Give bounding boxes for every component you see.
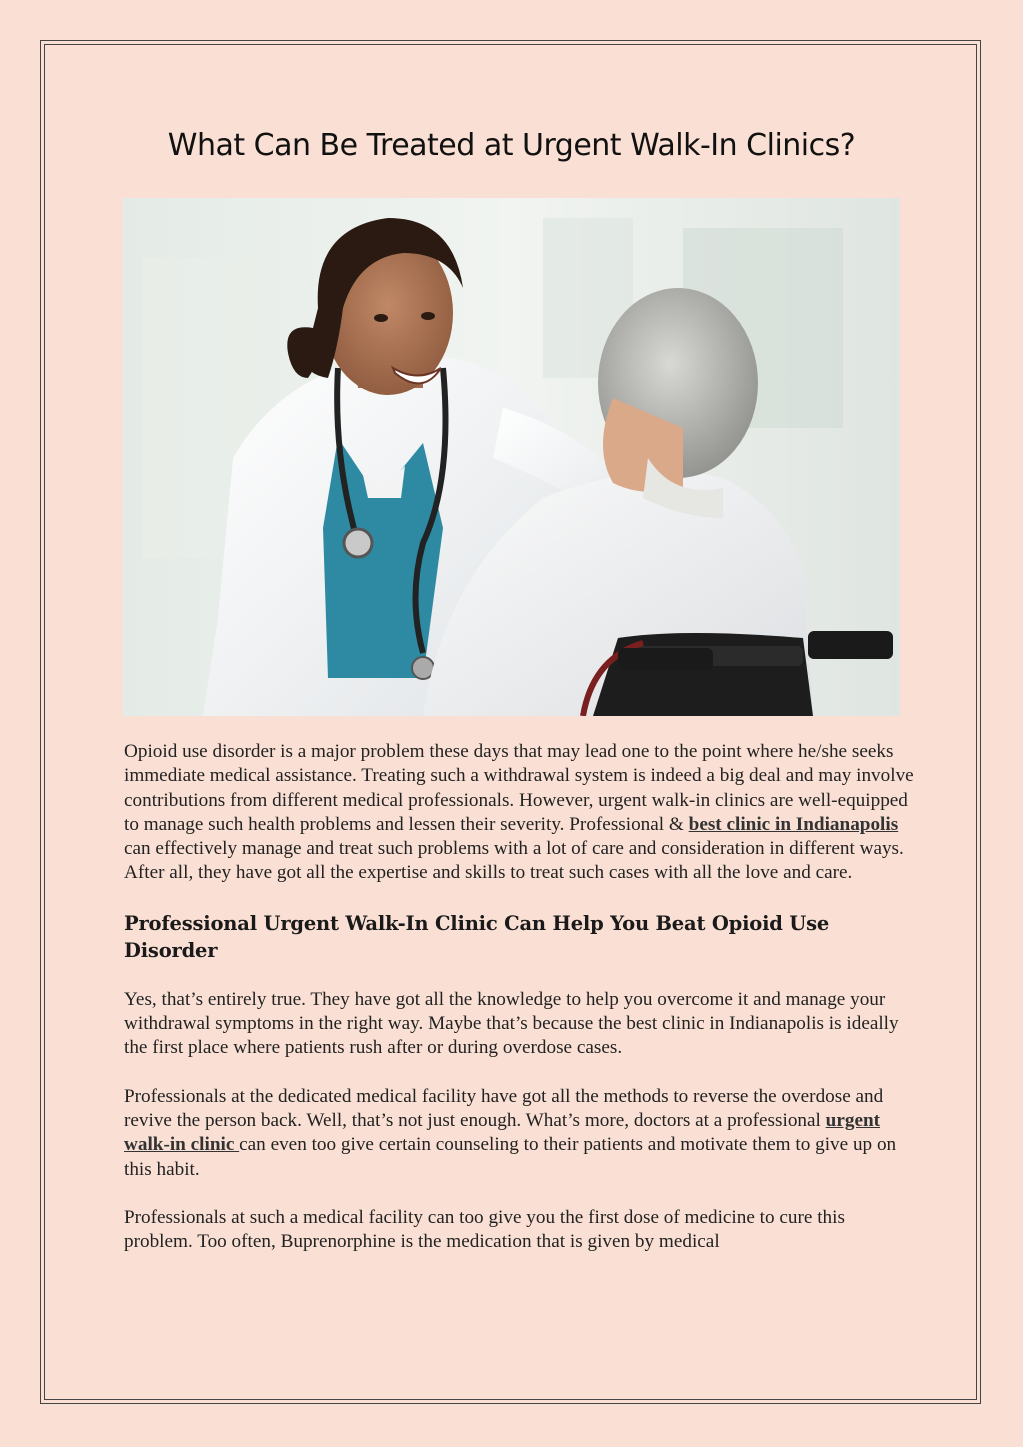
counseling-text-end: can even too give certain counseling to their patients and motivate them to give up on this habit. bbox=[124, 1134, 897, 1180]
article-body bbox=[124, 740, 914, 1278]
page-title: What Can Be Treated at Urgent Walk-In Clinics? bbox=[167, 128, 856, 163]
paragraph-medication: Professionals at such a medical facility can too give you the first dose of medicine to cure this problem. Too often, Buprenorphine is the medication that is given by medical bbox=[124, 1206, 845, 1253]
intro-text-start: Opioid use disorder is a major problem these days that may lead one to the point where he/she seeks immediate medical assistance. Treating such a withdrawal system is indeed a big deal and may involve contributions from different medical professionals. However, urgent walk-in clinics are well-equipped to manage such health problems and lessen their severity. Professional & bbox=[124, 741, 914, 835]
intro-paragraph bbox=[124, 740, 914, 886]
paragraph-counseling bbox=[124, 1085, 914, 1182]
intro-text-end: can effectively manage and treat such problems with a lot of care and consideration in different ways. After all, they have got all the expertise and skills to treat such cases with all the love and care. bbox=[124, 838, 904, 884]
hero-image bbox=[123, 198, 900, 716]
counseling-text-start: Professionals at the dedicated medical facility have got all the methods to reverse the overdose and revive the person back. Well, that’s not just enough. What’s more, doctors at a professional bbox=[124, 1085, 884, 1131]
paragraph-knowledge: Yes, that’s entirely true. They have got all the knowledge to help you overcome it and manage your withdrawal symptoms in the right way. Maybe that’s because the best clinic in Indianapolis is ideally the first place where patients rush after or during overdose cases. bbox=[124, 988, 899, 1059]
best-clinic-indianapolis-link[interactable]: best clinic in Indianapolis bbox=[688, 813, 899, 835]
urgent-walk-in-clinic-link[interactable]: urgent walk-in clinic bbox=[124, 1109, 881, 1156]
section-heading: Professional Urgent Walk-In Clinic Can Help You Beat Opioid Use Disorder bbox=[124, 911, 830, 962]
